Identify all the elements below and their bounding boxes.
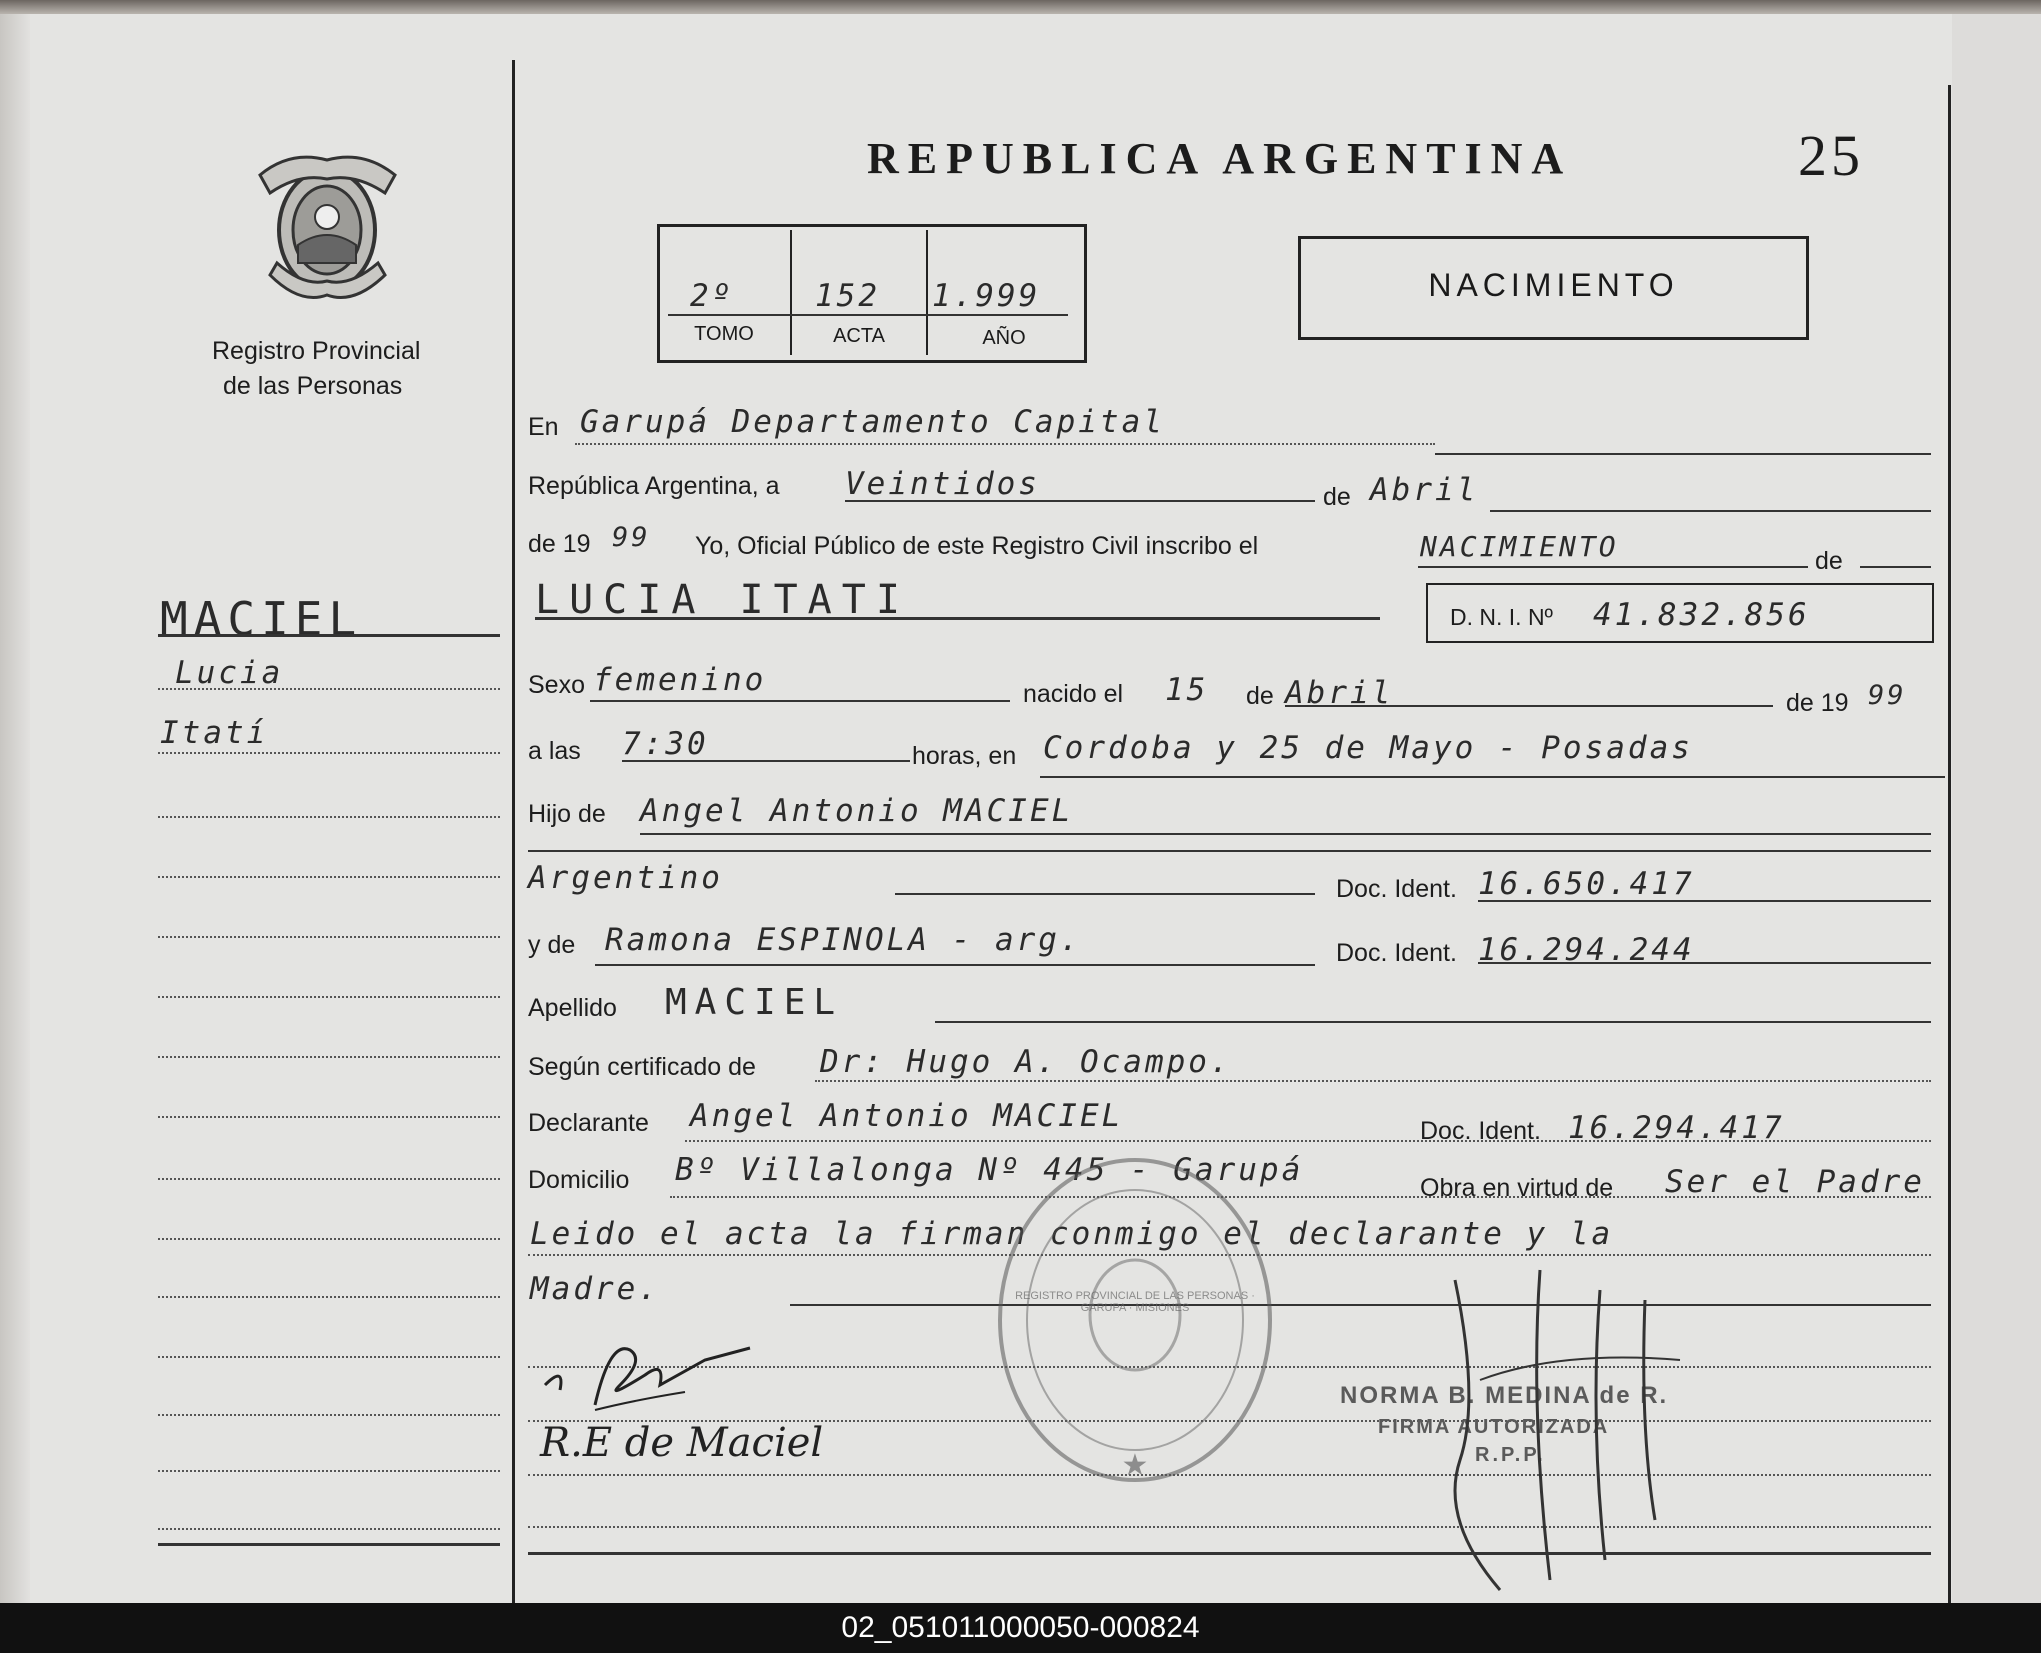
official-stamp-role: FIRMA AUTORIZADA — [1378, 1416, 1610, 1438]
mother-name: Ramona ESPINOLA - arg. — [605, 922, 1082, 958]
doctor-dotline — [815, 1080, 1931, 1082]
mother-doc-label: Doc. Ident. — [1336, 939, 1457, 967]
leido-line2: Madre. — [530, 1271, 660, 1307]
domicilio-label: Domicilio — [528, 1166, 630, 1194]
margin-line — [158, 1238, 500, 1240]
leido-line1: Leido el acta la firman conmigo el declarante y la — [530, 1216, 1614, 1252]
domicilio-dotline — [670, 1196, 1931, 1198]
image-code-footer: 02_051011000050-000824 — [0, 1603, 2041, 1653]
horas-label: horas, en — [912, 742, 1017, 770]
declarante-dotline — [685, 1140, 1931, 1142]
domicilio-value: Bº Villalonga Nº 445 - Garupá — [675, 1152, 1304, 1188]
day-rule — [845, 500, 1315, 502]
coat-of-arms-icon — [250, 145, 405, 310]
apellido-label: Apellido — [528, 994, 617, 1022]
obra-value: Ser el Padre — [1665, 1164, 1925, 1200]
mother-signature: R.E de Maciel — [540, 1420, 824, 1466]
signature-line — [528, 1526, 1931, 1528]
month-value: Abril — [1370, 472, 1479, 508]
registry-box-underline — [668, 314, 1068, 316]
de19b-label: de 19 — [1786, 689, 1849, 717]
en-label: En — [528, 413, 559, 441]
right-column-rule — [1948, 85, 1951, 1603]
day-words: Veintidos — [845, 466, 1040, 502]
sexo-label: Sexo — [528, 671, 585, 699]
father-doc-rule — [1478, 900, 1931, 902]
margin-line — [158, 816, 500, 818]
binder-left-edge — [0, 14, 30, 1603]
declarante-doc-label: Doc. Ident. — [1420, 1117, 1541, 1145]
seal-text: REGISTRO PROVINCIAL DE LAS PERSONAS · GARUPA · MISIONES — [1015, 1290, 1255, 1314]
declarant-signature-icon — [535, 1330, 765, 1420]
tomo-value: 2º — [690, 278, 734, 314]
hour-value: 7:30 — [622, 726, 709, 762]
tomo-label: TOMO — [694, 323, 754, 345]
birth-month: Abril — [1285, 675, 1394, 711]
margin-surname: MACIEL — [160, 592, 363, 646]
alas-label: a las — [528, 737, 581, 765]
father-doc-label: Doc. Ident. — [1336, 875, 1457, 903]
act-word: NACIMIENTO — [1420, 530, 1619, 563]
sexo-rule — [590, 700, 1010, 702]
dni-value: 41.832.856 — [1593, 597, 1810, 633]
father-rule-2 — [528, 850, 1931, 852]
office-name-line1: Registro Provincial — [212, 337, 421, 365]
margin-line — [158, 876, 500, 878]
sexo-value: femenino — [593, 662, 767, 698]
en-value: Garupá Departamento Capital — [580, 404, 1165, 440]
de3-label: de — [1246, 682, 1274, 710]
segun-label: Según certificado de — [528, 1053, 756, 1081]
en-dotline — [575, 443, 1435, 445]
act-rule — [1418, 566, 1808, 568]
hour-rule — [622, 760, 910, 762]
country-title: REPUBLICA ARGENTINA — [867, 134, 1573, 183]
margin-line — [158, 1116, 500, 1118]
obra-label: Obra en virtud de — [1420, 1174, 1614, 1202]
official-signature-icon — [1440, 1260, 1700, 1600]
yde-label: y de — [528, 931, 576, 959]
margin-line — [158, 1414, 500, 1416]
margin-line — [158, 1056, 500, 1058]
left-column-rule — [512, 60, 515, 1603]
binder-top-edge — [0, 0, 2041, 14]
de-label: de — [1323, 483, 1351, 511]
declarante-name: Angel Antonio MACIEL — [690, 1098, 1124, 1134]
birth-month-rule — [1285, 705, 1773, 707]
doctor-name: Dr: Hugo A. Ocampo. — [820, 1044, 1232, 1080]
full-name: LUCIA ITATI — [535, 577, 910, 623]
margin-line — [158, 1296, 500, 1298]
year-suffix: 99 — [612, 522, 651, 553]
father-nat-rule — [895, 893, 1315, 895]
act-type-label: NACIMIENTO — [1428, 267, 1679, 303]
margin-line — [158, 996, 500, 998]
father-rule — [640, 833, 1931, 835]
mother-rule — [595, 964, 1315, 966]
father-nationality: Argentino — [528, 860, 723, 896]
page-right-margin — [1952, 14, 2041, 1603]
dni-label: D. N. I. Nº — [1450, 604, 1553, 630]
yo-text: Yo, Oficial Público de este Registro Civil inscribo el — [695, 532, 1259, 560]
office-name-line2: de las Personas — [223, 372, 403, 400]
margin-line — [158, 1178, 500, 1180]
month-rule — [1490, 510, 1931, 512]
full-name-rule — [535, 617, 1380, 620]
folio-number: 25 — [1798, 123, 1864, 188]
de19-label: de 19 — [528, 530, 591, 558]
acta-label: ACTA — [833, 325, 885, 347]
declarante-doc: 16.294.417 — [1568, 1110, 1785, 1146]
birth-day: 15 — [1165, 672, 1209, 708]
de2-rule — [1860, 566, 1931, 568]
leido-rule-2 — [790, 1304, 1931, 1306]
signature-bottom-rule — [528, 1552, 1931, 1555]
official-stamp-name: NORMA B. MEDINA de R. — [1340, 1382, 1669, 1409]
official-stamp-office: R.P.P. — [1475, 1444, 1546, 1466]
mother-doc-rule — [1478, 962, 1931, 964]
mother-doc: 16.294.244 — [1478, 932, 1695, 968]
apellido-rule — [935, 1021, 1931, 1023]
anio-label: AÑO — [982, 327, 1026, 349]
nacido-label: nacido el — [1023, 680, 1124, 708]
birth-year-suffix: 99 — [1868, 680, 1907, 711]
acta-value: 152 — [815, 278, 880, 314]
margin-line — [158, 1470, 500, 1472]
margin-line — [158, 1356, 500, 1358]
anio-value: 1.999 — [932, 278, 1041, 314]
margin-line — [158, 688, 500, 690]
margin-line — [158, 1528, 500, 1530]
father-doc: 16.650.417 — [1478, 866, 1695, 902]
registry-box-divider-1 — [790, 230, 792, 355]
birth-place: Cordoba y 25 de Mayo - Posadas — [1043, 730, 1693, 766]
margin-name2: Itatí — [160, 715, 269, 751]
republica-label: República Argentina, a — [528, 472, 780, 500]
margin-name1: Lucia — [175, 655, 284, 691]
margin-line — [158, 936, 500, 938]
hijo-label: Hijo de — [528, 800, 606, 828]
margin-surname-rule — [158, 634, 500, 637]
de2-label: de — [1815, 547, 1843, 575]
margin-bottom-rule — [158, 1543, 500, 1546]
margin-line — [158, 752, 500, 754]
en-rule — [1435, 453, 1931, 455]
declarante-label: Declarante — [528, 1109, 649, 1137]
apellido-value: MACIEL — [665, 982, 844, 1023]
svg-text:★: ★ — [1121, 1448, 1149, 1483]
registry-box-divider-2 — [926, 230, 928, 355]
birth-place-rule — [1040, 776, 1945, 778]
father-name: Angel Antonio MACIEL — [640, 793, 1074, 829]
official-seal-icon — [990, 1145, 1280, 1505]
